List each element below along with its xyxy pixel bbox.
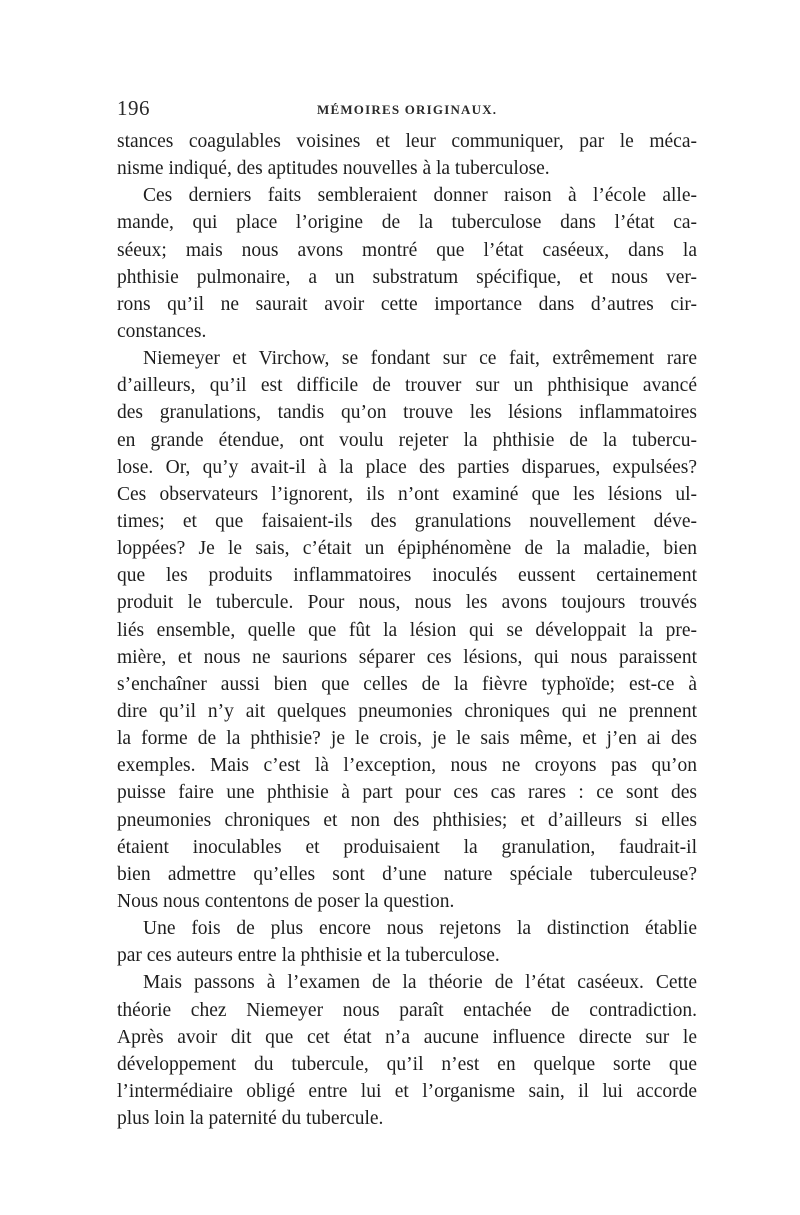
text-line: Ces derniers faits sembleraient donner raison à l’école alle- — [143, 185, 697, 207]
text-line: lose. Or, qu’y avait-il à la place des parties disparues, expulsées? — [117, 456, 697, 478]
text-line: s’enchaîner aussi bien que celles de la fièvre typhoïde; est-ce à — [117, 673, 697, 695]
text-line: développement du tubercule, qu’il n’est en quelque sorte que — [117, 1053, 697, 1075]
text-line: constances. — [117, 320, 207, 342]
text-line: d’ailleurs, qu’il est difficile de trouver sur un phthisique avancé — [117, 375, 697, 397]
text-line: que les produits inflammatoires inoculés eussent certainement — [117, 565, 697, 587]
text-line: Niemeyer et Virchow, se fondant sur ce fait, extrêmement rare — [143, 348, 697, 370]
page-number: 196 — [117, 96, 150, 120]
text-line: Ces observateurs l’ignorent, ils n’ont examiné que les lésions ul- — [117, 483, 697, 505]
text-line: produit le tubercule. Pour nous, nous les avons toujours trouvés — [117, 592, 697, 614]
text-line: plus loin la paternité du tubercule. — [117, 1108, 384, 1130]
text-line: Après avoir dit que cet état n’a aucune influence directe sur le — [117, 1026, 697, 1048]
text-line: séeux; mais nous avons montré que l’état caséeux, dans la — [117, 239, 697, 261]
text-line: puisse faire une phthisie à part pour ces cas rares : ce sont des — [117, 782, 697, 804]
text-line: liés ensemble, quelle que fût la lésion qui se développait la pre- — [117, 619, 697, 641]
text-line: nisme indiqué, des aptitudes nouvelles à la tuberculose. — [117, 158, 550, 180]
text-line: exemples. Mais c’est là l’exception, nous ne croyons pas qu’on — [117, 755, 697, 777]
text-line: stances coagulables voisines et leur communiquer, par le méca- — [117, 131, 697, 152]
text-line: théorie chez Niemeyer nous paraît entachée de contradiction. — [117, 999, 697, 1021]
text-line: times; et que faisaient-ils des granulations nouvellement déve- — [117, 510, 697, 532]
text-line: en grande étendue, ont voulu rejeter la phthisie de la tubercu- — [117, 429, 697, 451]
text-line: dire qu’il n’y ait quelques pneumonies chroniques qui ne prennent — [117, 700, 697, 722]
body-text — [117, 128, 697, 1132]
text-line: mière, et nous ne saurions séparer ces lésions, qui nous paraissent — [117, 646, 697, 668]
text-line: par ces auteurs entre la phthisie et la tuberculose. — [117, 945, 500, 967]
text-line: phthisie pulmonaire, a un substratum spécifique, et nous ver- — [117, 266, 697, 288]
text-line: bien admettre qu’elles sont d’une nature spéciale tuberculeuse? — [117, 863, 697, 885]
text-line: étaient inoculables et produisaient la granulation, faudrait-il — [117, 836, 697, 858]
text-line: Nous nous contentons de poser la question. — [117, 890, 455, 912]
text-line: des granulations, tandis qu’on trouve les lésions inflammatoires — [117, 402, 697, 424]
text-line: Mais passons à l’examen de la théorie de l’état caséeux. Cette — [143, 972, 697, 994]
text-line: rons qu’il ne saurait avoir cette importance dans d’autres cir- — [117, 293, 697, 315]
text-line: Une fois de plus encore nous rejetons la distinction établie — [143, 918, 697, 940]
text-line: l’intermédiaire obligé entre lui et l’organisme sain, il lui accorde — [117, 1080, 697, 1102]
running-head: MÉMOIRES ORIGINAUX. — [317, 102, 498, 117]
page-header — [117, 96, 697, 126]
text-line: mande, qui place l’origine de la tuberculose dans l’état ca- — [117, 212, 697, 234]
text-line: loppées? Je le sais, c’était un épiphénomène de la maladie, bien — [117, 538, 697, 560]
text-line: pneumonies chroniques et non des phthisies; et d’ailleurs si elles — [117, 809, 697, 831]
text-line: la forme de la phthisie? je le crois, je le sais même, et j’en ai des — [117, 728, 697, 750]
